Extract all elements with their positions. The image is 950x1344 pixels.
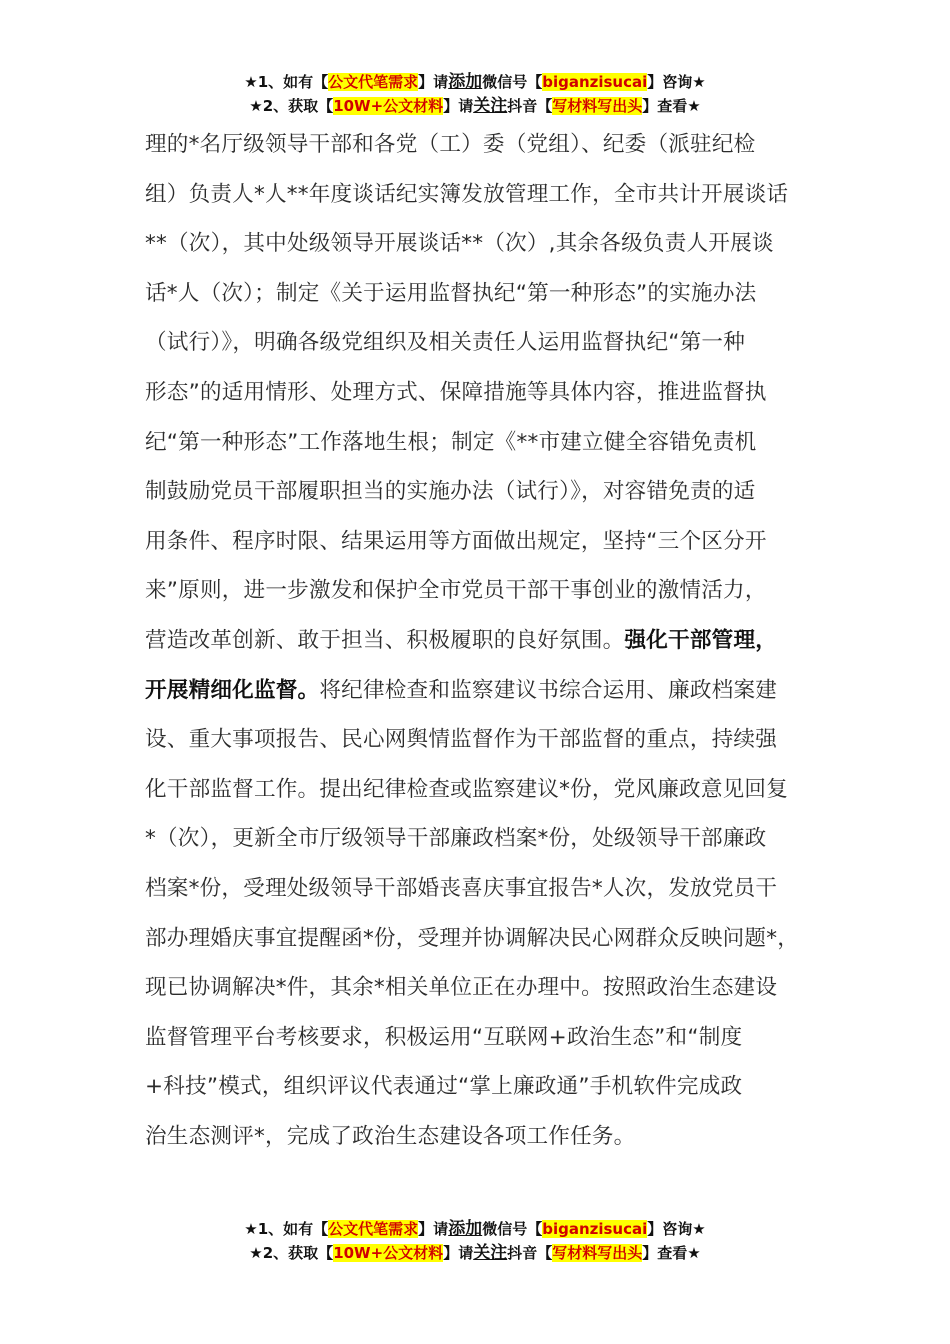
promo-text: ★1、如有【: [244, 73, 329, 91]
promo-douyin-id: 写材料写出头: [552, 1244, 643, 1262]
promo-underlined: 添加: [448, 1219, 483, 1239]
promo-line-2: [0, 94, 950, 118]
promo-text: ★2、获取【: [249, 1244, 334, 1262]
promo-text: 】查看★: [642, 97, 701, 115]
promo-highlight: 10W+公文材料: [333, 1244, 444, 1262]
paragraph-line: 话*人（次）；制定《关于运用监督执纪“第一种形态”的实施办法: [145, 280, 757, 306]
promo-text: ★1、如有【: [244, 1220, 329, 1238]
promo-text: 】咨询★: [647, 73, 706, 91]
paragraph-line: *（次），更新全市厅级领导干部廉政档案*份，处级领导干部廉政: [145, 826, 767, 852]
promo-text: 】请: [418, 73, 449, 91]
paragraph-line: 设、重大事项报告、民心网舆情监督作为干部监督的重点，持续强: [145, 727, 778, 753]
paragraph-line: 纪“第一种形态”工作落地生根；制定《**市建立健全容错免责机: [145, 429, 757, 455]
paragraph-line: 形态”的适用情形、处理方式、保障措施等具体内容，推进监督执: [145, 379, 767, 405]
promo-text: 】请: [443, 97, 474, 115]
paragraph-line: 部办理婚庆事宜提醒函*份，受理并协调解决民心网群众反映问题*，: [145, 925, 800, 951]
promo-underlined: 添加: [448, 72, 483, 92]
promo-underlined: 关注: [473, 1243, 508, 1263]
paragraph-line: 来”原则，进一步激发和保护全市党员干部干事创业的激情活力，: [145, 578, 767, 604]
paragraph-line: 现已协调解决*件，其余*相关单位正在办理中。按照政治生态建设: [145, 975, 778, 1001]
promo-text: 抖音【: [507, 1244, 553, 1262]
promo-text: 】查看★: [642, 1244, 701, 1262]
bottom-promo-banner: [0, 1217, 950, 1265]
promo-highlight: 10W+公文材料: [333, 97, 444, 115]
paragraph-line: （试行）》，明确各级党组织及相关责任人运用监督执纪“第一种: [145, 330, 746, 356]
paragraph-line: 化干部监督工作。提出纪律检查或监察建议*份，党风廉政意见回复: [145, 776, 789, 802]
promo-text: 】请: [418, 1220, 449, 1238]
promo-douyin-id: 写材料写出头: [552, 97, 643, 115]
paragraph-line: 理的*名厅级领导干部和各党（工）委（党组）、纪委（派驻纪检: [145, 132, 756, 157]
promo-highlight: 公文代笔需求: [328, 1220, 419, 1238]
document-paragraph: [145, 120, 813, 1161]
paragraph-line: 治生态测评*，完成了政治生态建设各项工作任务。: [145, 1123, 636, 1149]
promo-line-1: [0, 70, 950, 94]
paragraph-line: 监督管理平台考核要求，积极运用“互联网+政治生态”和“制度: [145, 1024, 743, 1050]
promo-text: 】请: [443, 1244, 474, 1262]
promo-text: 微信号【: [482, 1220, 543, 1238]
promo-text: 】咨询★: [647, 1220, 706, 1238]
promo-line-2: [0, 1241, 950, 1265]
top-promo-banner: [0, 70, 950, 118]
paragraph-text: 将纪律检查和监察建议书综合运用、廉政档案建: [319, 677, 778, 703]
section-heading: 开展精细化监督。: [145, 677, 320, 703]
paragraph-text: 营造改革创新、敢于担当、积极履职的良好氛围。: [145, 627, 625, 653]
paragraph-line: 用条件、程序时限、结果运用等方面做出规定，坚持“三个区分开: [145, 528, 767, 554]
section-heading: 强化干部管理，: [624, 627, 778, 653]
promo-text: 微信号【: [482, 73, 543, 91]
promo-highlight: 公文代笔需求: [328, 73, 419, 91]
paragraph-line: 档案*份，受理处级领导干部婚丧喜庆事宜报告*人次，发放党员干: [145, 875, 778, 901]
promo-wechat-id: biganzisucai: [542, 1220, 648, 1238]
promo-underlined: 关注: [473, 96, 508, 116]
paragraph-line: 组）负责人*人**年度谈话纪实簿发放管理工作，全市共计开展谈话: [145, 181, 789, 207]
promo-wechat-id: biganzisucai: [542, 73, 648, 91]
promo-line-1: [0, 1217, 950, 1241]
paragraph-line: [145, 616, 813, 666]
paragraph-line: **（次），其中处级领导开展谈话**（次）,其余各级负责人开展谈: [145, 231, 774, 257]
paragraph-line: 制鼓励党员干部履职担当的实施办法（试行）》，对容错免责的适: [145, 479, 756, 505]
paragraph-line: [145, 666, 813, 716]
paragraph-line: +科技”模式，组织评议代表通过“掌上廉政通”手机软件完成政: [145, 1074, 743, 1100]
promo-text: ★2、获取【: [249, 97, 334, 115]
promo-text: 抖音【: [507, 97, 553, 115]
